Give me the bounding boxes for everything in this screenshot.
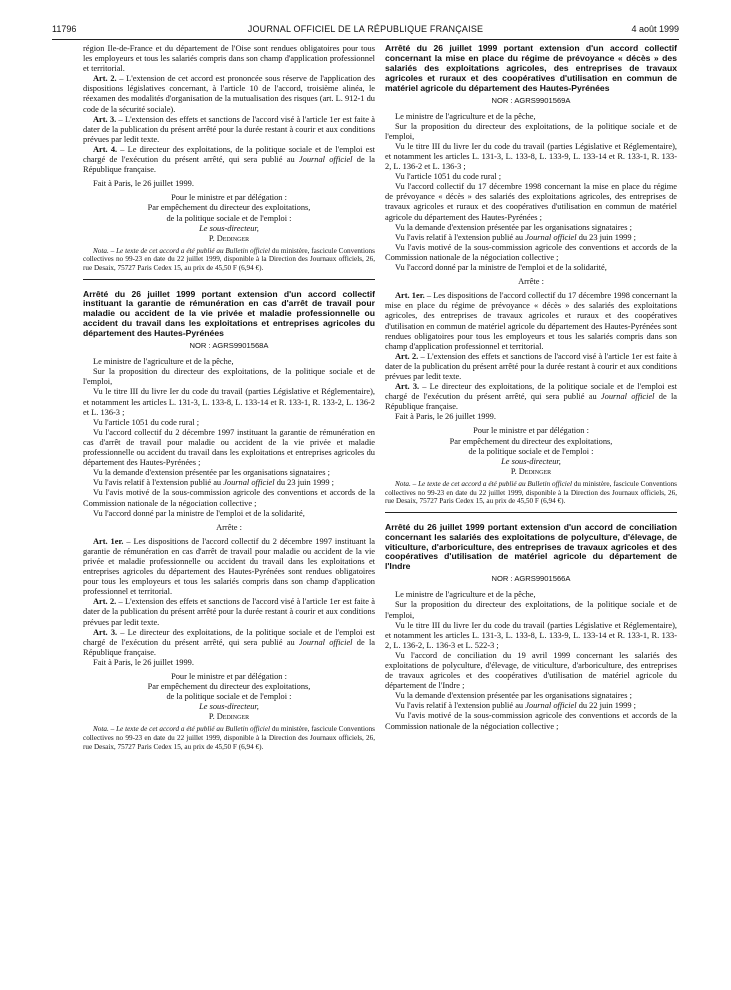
article-text: de la République française.: [385, 392, 678, 412]
article-text: – Le directeur des exploitations, de la politique sociale et de l'emploi est chargé de l'exécution du présent arrêté, qui sera publié au: [83, 144, 375, 165]
journal-ref: Journal officiel: [298, 155, 353, 165]
article-2: [385, 352, 677, 382]
article-label: Art. 3.: [93, 114, 117, 124]
bulletin-ref: Bulletin officiel: [225, 246, 270, 255]
article-text: – L'extension des effets et sanctions de l'accord visé à l'article 1er est faite à dater de la publication du présent arrêté pour la durée restant à courir et aux conditions prévues par ledit texte.: [83, 597, 375, 627]
nota-text: du ministère, fascicule Conventions collectives no 99-23 en date du 22 juillet 1999, disponible à la Direction des Journaux officiels, 26, rue Desaix, 75727 Paris Cedex 15, au prix de 45,50 F (6,94 €).: [83, 246, 375, 272]
visa: Sur la proposition du directeur des exploitations, de la politique sociale et de l'emploi,: [83, 367, 375, 387]
arrete-heading: Arrête :: [518, 277, 544, 287]
article-text: – L'extension des effets et sanctions de l'accord visé à l'article 1er est faite à dater de la publication du présent arrêté pour la durée restant à courir et aux conditions prévues par ledit texte.: [83, 114, 375, 144]
nota: [83, 247, 375, 273]
signature-line: Pour le ministre et par délégation :: [473, 426, 589, 436]
article-text: – L'extension de cet accord est prononcée sous réserve de l'application des dispositions législatives concernant, à l'article 10 de l'accord, troisième alinéa, le réexamen des modalités d'organisation de la mutualisation des risques (art. L. 912-1 du code de la sécurité sociale).: [83, 74, 375, 114]
article-label: Art. 2.: [395, 351, 419, 361]
visa-text: Vu l'avis relatif à l'extension publié au: [395, 701, 526, 711]
visa: Le ministre de l'agriculture et de la pêche,: [93, 357, 234, 367]
nota-text: du ministère, fascicule Conventions collectives no 99-23 en date du 22 juillet 1999, disponible à la Direction des Journaux officiels, 26, rue Desaix, 75727 Paris Cedex 15, au prix de 45,50 F (6,94 €).: [83, 725, 375, 751]
decree-title: Arrêté du 26 juillet 1999 portant extension d'un accord collectif concernant la mise en place du régime de prévoyance « décès » des salariés des exploitations agricoles, des entreprises de travaux agricoles et ruraux et des coopératives d'utilisation en commun de matériel agricole du département des Hautes-Pyrénées: [385, 43, 677, 93]
article-2: [83, 74, 375, 114]
right-column: [385, 44, 677, 732]
left-column: [83, 44, 375, 751]
signature-line: de la politique sociale et de l'emploi :: [166, 692, 292, 702]
article-3: [83, 628, 375, 658]
visa: Vu le titre III du livre Ier du code du travail (parties Législative et Réglementaire), et notamment les articles L. 131-3, L. 133-8, L. 133-9, L. 133-14 et R. 133-1, R. 133-2, L. 136-2 et L. 136-3 ;: [385, 141, 677, 172]
article-label: Art. 3.: [395, 382, 420, 392]
article-text: – Le directeur des exploitations, de la politique sociale et de l'emploi est chargé de l'exécution du présent arrêté, qui sera publié au: [83, 627, 375, 647]
visa-text: du 22 juin 1999 ;: [576, 701, 636, 711]
visa: Vu le titre III du livre Ier du code du travail (parties Législative et Réglementaire), et notamment les articles L. 131-3, L. 133-8, L. 133-9, L. 133-14 et R. 133-1, R. 133-2, L. 136-2, L. 136-3 et L. 522-3 ;: [385, 620, 677, 650]
visa: Vu l'accord donné par la ministre de l'emploi et de la solidarité,: [93, 508, 305, 518]
article-label: Art. 1er.: [395, 291, 425, 301]
visa: Vu l'article 1051 du code rural ;: [395, 172, 502, 182]
journal-ref: Journal officiel: [525, 232, 577, 242]
article-2: [83, 597, 375, 627]
nota-text: du ministère, fascicule Conventions collectives no 99-23 en date du 22 juillet 1999, disponible à la Direction des Journaux officiels, 26, rue Desaix, 75727 Paris Cedex 15, au prix de 45,50 F (6,94 €).: [385, 479, 677, 506]
signature-line: Par empêchement du directeur des exploitations,: [449, 436, 613, 446]
visa: Vu la demande d'extension présentée par les organisations signataires ;: [395, 691, 632, 701]
article-text: de la République française.: [83, 155, 376, 175]
section-separator: [385, 512, 677, 513]
article-label: Art. 2.: [93, 74, 117, 84]
header-rule: [52, 39, 679, 40]
nota: [83, 725, 375, 751]
decree-title: Arrêté du 26 juillet 1999 portant extension d'un accord de conciliation concernant les salariés des exploitations de polyculture, d'élevage, de viticulture, d'arboriculture, des entreprises de travaux agricoles et des coopératives d'utilisation de matériel agricole du département de l'Indre: [385, 521, 677, 572]
signature-line: de la politique sociale et de l'emploi :: [468, 446, 594, 456]
fait-a-paris: Fait à Paris, le 26 juillet 1999.: [93, 179, 194, 189]
signature-line: Par empêchement du directeur des exploitations,: [147, 682, 311, 692]
visa: [385, 701, 677, 711]
article-text: – Les dispositions de l'accord collectif du 2 décembre 1997 instituant la garantie de rémunération en cas d'arrêt de travail pour maladie ou accident de la vie privée et maladie professionnelle ou accident du travail dans les exploitations et entreprises agricoles du département des Hautes-Pyrénées sont rendues obligatoires pour tous les employeurs et tous les salariés compris dans son champ d'application professionnel et territorial.: [83, 536, 375, 597]
visa: Vu la demande d'extension présentée par les organisations signataires ;: [395, 222, 632, 232]
bulletin-ref: Bulletin officiel: [527, 479, 572, 488]
visa: Vu l'avis motivé de la sous-commission agricole des conventions et accords de la Commission nationale de la négociation collective ;: [83, 488, 375, 508]
article-3: [83, 115, 375, 145]
signatory-name: P. Dedinger: [510, 466, 552, 476]
signature-title: Le sous-directeur,: [199, 702, 259, 712]
signature-line: de la politique sociale et de l'emploi :: [166, 213, 292, 223]
visa: Vu l'accord collectif du 2 décembre 1997 instituant la garantie de rémunération en cas d'arrêt de travail pour maladie ou accident de la vie privée et maladie professionnelle ou accident du travail dans les exploitations et entreprises agricoles du département des Hautes-Pyrénées ;: [83, 427, 375, 468]
visa: Vu la demande d'extension présentée par les organisations signataires ;: [93, 468, 330, 478]
signatory-name: P. Dedinger: [208, 233, 250, 243]
journal-title: JOURNAL OFFICIEL DE LA RÉPUBLIQUE FRANÇAISE: [247, 24, 484, 34]
section-separator: [83, 279, 375, 280]
article-label: Art. 2.: [93, 597, 117, 607]
signature-line: Pour le ministre et par délégation :: [171, 672, 287, 681]
article-1: [83, 537, 375, 598]
nota-text: Nota. – Le texte de cet accord a été publié au: [93, 725, 226, 734]
page-header: [52, 24, 679, 38]
fait-a-paris: Fait à Paris, le 26 juillet 1999.: [395, 412, 496, 422]
visa: Vu l'article 1051 du code rural ;: [93, 417, 200, 427]
nor-reference: NOR : AGRS9901566A: [491, 574, 571, 584]
visa: [83, 478, 375, 488]
issue-date: 4 août 1999: [631, 24, 679, 34]
signature-title: Le sous-directeur,: [199, 223, 259, 233]
bulletin-ref: Bulletin officiel: [225, 725, 270, 734]
signature-title: Le sous-directeur,: [501, 456, 561, 466]
nor-reference: NOR : AGRS9901568A: [189, 341, 269, 351]
journal-ref: Journal officiel: [298, 637, 353, 647]
paragraph: région Ile-de-France et du département de l'Oise sont rendues obligatoires pour tous les employeurs et tous les salariés compris dans son champ d'application professionnel et territorial.: [83, 44, 375, 74]
visa-text: Vu l'avis relatif à l'extension publié au: [93, 478, 224, 488]
visa: Vu l'accord collectif du 17 décembre 1998 concernant la mise en place du régime de prévoyance « décès » des salariés des exploitations agricoles, des entreprises de travaux agricoles et ruraux et des coopératives d'utilisation en commun de matériel agricole du département des Hautes-Pyrénées ;: [385, 182, 677, 222]
visa: Le ministre de l'agriculture et de la pêche,: [395, 111, 536, 121]
visa: Le ministre de l'agriculture et de la pêche,: [395, 590, 536, 600]
page-number: 11796: [52, 24, 77, 34]
article-4: [83, 145, 375, 175]
article-3: [385, 382, 677, 412]
signatory-name: P. Dedinger: [208, 712, 250, 722]
visa: Sur la proposition du directeur des exploitations, de la politique sociale et de l'emploi,: [385, 121, 677, 141]
visa-text: Vu l'avis relatif à l'extension publié au: [395, 232, 526, 242]
fait-a-paris: Fait à Paris, le 26 juillet 1999.: [93, 657, 194, 667]
article-text: – Le directeur des exploitations, de la politique sociale et de l'emploi est chargé de l'exécution du présent arrêté, qui sera publié au: [385, 382, 677, 402]
nota: [385, 480, 677, 506]
nota-text: Nota. – Le texte de cet accord a été publié au: [93, 246, 226, 255]
visa-text: du 23 juin 1999 ;: [274, 478, 334, 488]
signature-line: Par empêchement du directeur des exploitations,: [147, 203, 311, 213]
article-text: – L'extension des effets et sanctions de l'accord visé à l'article 1er est faite à dater de la publication du présent arrêté pour la durée restant à courir et aux conditions prévues par ledit texte.: [385, 351, 677, 381]
article-1: [385, 291, 677, 352]
article-label: Art. 4.: [93, 144, 118, 154]
visa: Sur la proposition du directeur des exploitations, de la politique sociale et de l'emploi,: [385, 600, 677, 620]
journal-ref: Journal officiel: [223, 478, 275, 488]
article-label: Art. 3.: [93, 627, 118, 637]
visa: Vu l'avis motivé de la sous-commission agricole des conventions et accords de la Commission nationale de la négociation collective ;: [385, 711, 677, 731]
nor-reference: NOR : AGRS9901569A: [491, 95, 571, 105]
nota-text: Nota. – Le texte de cet accord a été publié au: [395, 479, 528, 488]
signature-line: Pour le ministre et par délégation :: [171, 193, 287, 203]
arrete-heading: Arrête :: [216, 522, 242, 532]
visa: Vu le titre III du livre Ier du code du travail (parties Législative et Réglementaire), et notamment les articles L. 131-3, L. 133-8, L. 133-14 et R. 133-1, R. 133-2, L. 136-2 et L. 136-3 ;: [83, 387, 375, 417]
visa: Vu l'avis motivé de la sous-commission agricole des conventions et accords de la Commission nationale de la négociation collective ;: [385, 242, 677, 262]
visa: Vu l'accord donné par la ministre de l'emploi et de la solidarité,: [395, 263, 607, 273]
journal-ref: Journal officiel: [525, 701, 577, 711]
decree-title: Arrêté du 26 juillet 1999 portant extension d'un accord collectif instituant la garantie de rémunération en cas d'arrêt de travail pour maladie ou accident de la vie privée et maladie professionnelle ou accident du travail dans les exploitations et entreprises agricoles du département des Hautes-Pyrénées: [83, 288, 375, 339]
visa-text: du 23 juin 1999 ;: [576, 232, 636, 242]
article-text: de la République française.: [83, 637, 376, 657]
visa: Vu l'accord de conciliation du 19 avril 1999 concernant les salariés des exploitations de polyculture, d'élevage, de viticulture, d'arboriculture, des entreprises de travaux agricoles et des coopératives d'utilisation de matériel agricole du département de l'Indre ;: [385, 650, 677, 691]
article-label: Art. 1er.: [93, 536, 124, 546]
visa: [385, 233, 677, 243]
article-text: – Les dispositions de l'accord collectif du 17 décembre 1998 concernant la mise en place du régime de prévoyance « décès » des salariés des exploitations agricoles, des entreprises de travaux agricoles et ruraux et des coopératives d'utilisation en commun de matériel agricole du département des Hautes-Pyrénées sont rendues obligatoires pour tous les employeurs et tous les salariés compris dans son champ d'application professionnel et territorial.: [385, 291, 677, 351]
journal-ref: Journal officiel: [600, 392, 655, 402]
